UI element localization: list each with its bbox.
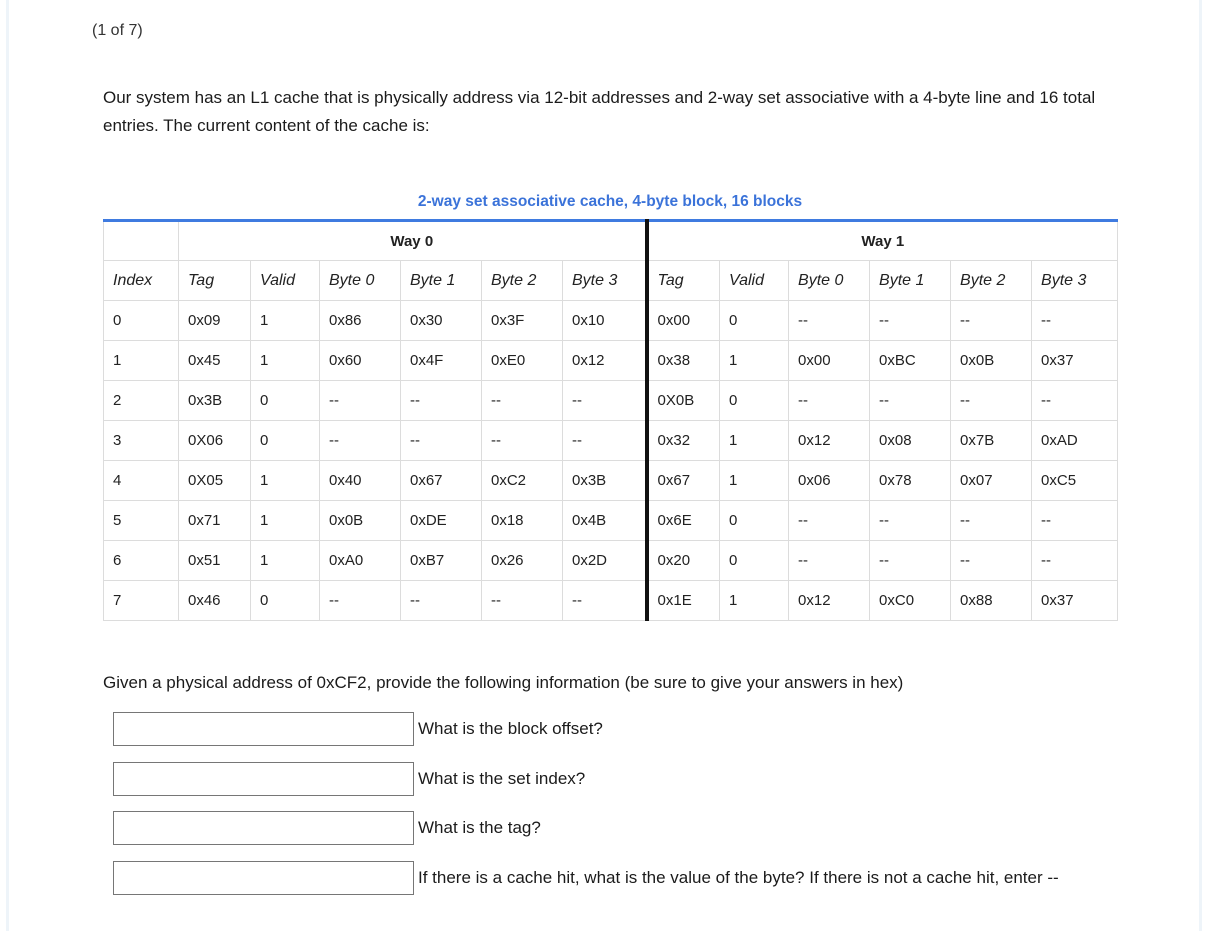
cell-way1-byte1: 0x08 — [870, 421, 951, 461]
cell-way1-byte1: -- — [870, 381, 951, 421]
table-row — [104, 341, 1118, 381]
cell-way1-tag: 0x20 — [647, 541, 720, 581]
table-row — [104, 381, 1118, 421]
cell-way1-valid: 0 — [720, 301, 789, 341]
cell-way1-tag: 0x1E — [647, 581, 720, 621]
col-header-way1-byte2: Byte 2 — [951, 261, 1032, 301]
cell-way1-byte2: -- — [951, 301, 1032, 341]
cell-way1-byte3: 0x37 — [1032, 341, 1118, 381]
cell-way0-valid: 1 — [251, 341, 320, 381]
cell-way0-byte2: -- — [482, 581, 563, 621]
cell-way0-byte2: -- — [482, 381, 563, 421]
cell-way1-byte3: -- — [1032, 541, 1118, 581]
col-header-way0-byte3: Byte 3 — [563, 261, 647, 301]
way0-header: Way 0 — [179, 221, 647, 261]
cell-way1-byte3: 0x37 — [1032, 581, 1118, 621]
cell-way0-byte3: -- — [563, 381, 647, 421]
cell-way0-byte2: 0x3F — [482, 301, 563, 341]
cell-way1-byte0: -- — [789, 381, 870, 421]
col-header-way0-byte2: Byte 2 — [482, 261, 563, 301]
table-row — [104, 581, 1118, 621]
cell-way1-byte3: 0xAD — [1032, 421, 1118, 461]
cell-way1-tag: 0X0B — [647, 381, 720, 421]
cell-way0-byte1: 0xB7 — [401, 541, 482, 581]
cell-way0-tag: 0x51 — [179, 541, 251, 581]
cell-way0-byte1: 0x4F — [401, 341, 482, 381]
cell-way0-byte0: -- — [320, 581, 401, 621]
cell-way0-byte3: -- — [563, 421, 647, 461]
cell-way1-byte3: 0xC5 — [1032, 461, 1118, 501]
cell-way0-byte3: -- — [563, 581, 647, 621]
cell-way1-byte1: -- — [870, 541, 951, 581]
cell-way1-byte1: -- — [870, 301, 951, 341]
cell-way0-valid: 1 — [251, 301, 320, 341]
problem-description: Our system has an L1 cache that is physically address via 12-bit addresses and 2-way set associative with a 4-byte line and 16 total entries. The current content of the cache is: — [103, 88, 1096, 135]
cell-index: 5 — [104, 501, 179, 541]
cell-way1-byte1: -- — [870, 501, 951, 541]
col-header-way0-byte1: Byte 1 — [401, 261, 482, 301]
cell-way1-byte2: -- — [951, 381, 1032, 421]
cell-way0-byte1: 0x30 — [401, 301, 482, 341]
cell-way0-valid: 0 — [251, 581, 320, 621]
cell-way0-tag: 0x45 — [179, 341, 251, 381]
cell-way0-byte0: 0x86 — [320, 301, 401, 341]
way1-header: Way 1 — [647, 221, 1118, 261]
cell-way1-byte1: 0xC0 — [870, 581, 951, 621]
cell-way0-valid: 0 — [251, 381, 320, 421]
cell-way1-byte0: -- — [789, 501, 870, 541]
table-row — [104, 301, 1118, 341]
cell-way0-valid: 0 — [251, 421, 320, 461]
cell-way1-valid: 0 — [720, 501, 789, 541]
cell-way0-byte1: 0xDE — [401, 501, 482, 541]
cell-way1-valid: 0 — [720, 381, 789, 421]
cell-way0-byte2: 0xC2 — [482, 461, 563, 501]
corner-cell — [104, 221, 179, 261]
cell-way1-byte3: -- — [1032, 381, 1118, 421]
col-header-way1-byte3: Byte 3 — [1032, 261, 1118, 301]
cell-way0-byte1: -- — [401, 581, 482, 621]
cell-way0-tag: 0X06 — [179, 421, 251, 461]
cache-table — [103, 219, 1118, 621]
cell-index: 7 — [104, 581, 179, 621]
cell-way0-byte0: 0xA0 — [320, 541, 401, 581]
cell-way0-byte3: 0x4B — [563, 501, 647, 541]
col-header-way1-valid: Valid — [720, 261, 789, 301]
cell-way0-byte0: -- — [320, 381, 401, 421]
cell-way1-byte2: 0x88 — [951, 581, 1032, 621]
cell-way1-byte2: -- — [951, 501, 1032, 541]
cell-way0-byte2: 0xE0 — [482, 341, 563, 381]
set-index-input[interactable] — [113, 762, 414, 796]
table-row — [104, 541, 1118, 581]
cell-way0-byte1: 0x67 — [401, 461, 482, 501]
cell-way1-byte2: 0x07 — [951, 461, 1032, 501]
cell-way1-byte1: 0x78 — [870, 461, 951, 501]
table-row — [104, 501, 1118, 541]
table-row — [104, 461, 1118, 501]
cell-index: 1 — [104, 341, 179, 381]
cell-way1-valid: 1 — [720, 341, 789, 381]
cell-way1-valid: 1 — [720, 581, 789, 621]
cell-way1-byte0: 0x12 — [789, 421, 870, 461]
cell-way0-byte2: 0x26 — [482, 541, 563, 581]
cell-way0-tag: 0x3B — [179, 381, 251, 421]
cell-way1-tag: 0x67 — [647, 461, 720, 501]
cell-way0-tag: 0x09 — [179, 301, 251, 341]
cell-way1-byte0: -- — [789, 301, 870, 341]
cell-way0-byte1: -- — [401, 421, 482, 461]
table-caption: 2-way set associative cache, 4-byte block, 16 blocks — [417, 193, 803, 210]
cell-way0-valid: 1 — [251, 461, 320, 501]
cell-way0-byte3: 0x2D — [563, 541, 647, 581]
cell-index: 6 — [104, 541, 179, 581]
cell-way1-tag: 0x6E — [647, 501, 720, 541]
set-index-label: What is the set index? — [418, 769, 586, 788]
col-header-index: Index — [104, 261, 179, 301]
cell-index: 2 — [104, 381, 179, 421]
cell-way0-tag: 0x71 — [179, 501, 251, 541]
cell-way1-byte3: -- — [1032, 501, 1118, 541]
cell-way1-tag: 0x38 — [647, 341, 720, 381]
cell-way1-byte0: 0x00 — [789, 341, 870, 381]
cell-way0-byte0: 0x0B — [320, 501, 401, 541]
col-header-way1-tag: Tag — [647, 261, 720, 301]
cell-way0-byte0: 0x40 — [320, 461, 401, 501]
cell-way1-byte2: -- — [951, 541, 1032, 581]
cell-way0-valid: 1 — [251, 541, 320, 581]
cell-way1-byte2: 0x0B — [951, 341, 1032, 381]
tag-label: What is the tag? — [418, 818, 541, 837]
cell-way1-byte3: -- — [1032, 301, 1118, 341]
cell-way0-tag: 0x46 — [179, 581, 251, 621]
col-header-way0-byte0: Byte 0 — [320, 261, 401, 301]
cell-way0-tag: 0X05 — [179, 461, 251, 501]
cell-way1-byte1: 0xBC — [870, 341, 951, 381]
byte-value-label: If there is a cache hit, what is the value of the byte? If there is not a cache hit, enter -- — [418, 868, 1059, 887]
col-header-way0-tag: Tag — [179, 261, 251, 301]
question-counter: (1 of 7) — [92, 22, 143, 39]
cell-index: 4 — [104, 461, 179, 501]
cell-way0-byte0: -- — [320, 421, 401, 461]
cell-way0-byte0: 0x60 — [320, 341, 401, 381]
question-prompt: Given a physical address of 0xCF2, provide the following information (be sure to give your answers in hex) — [103, 673, 904, 692]
cell-way0-byte3: 0x12 — [563, 341, 647, 381]
cell-way1-valid: 1 — [720, 461, 789, 501]
cell-way0-byte2: 0x18 — [482, 501, 563, 541]
cell-way0-byte2: -- — [482, 421, 563, 461]
cell-way0-valid: 1 — [251, 501, 320, 541]
block-offset-input[interactable] — [113, 712, 414, 746]
col-header-way1-byte0: Byte 0 — [789, 261, 870, 301]
cell-way1-tag: 0x32 — [647, 421, 720, 461]
cell-way1-byte0: 0x12 — [789, 581, 870, 621]
table-row — [104, 421, 1118, 461]
col-header-way0-valid: Valid — [251, 261, 320, 301]
cell-way0-byte1: -- — [401, 381, 482, 421]
cell-way1-valid: 1 — [720, 421, 789, 461]
tag-input[interactable] — [113, 811, 414, 845]
cell-way1-byte0: -- — [789, 541, 870, 581]
cell-index: 0 — [104, 301, 179, 341]
cell-index: 3 — [104, 421, 179, 461]
block-offset-label: What is the block offset? — [418, 719, 603, 738]
byte-value-input[interactable] — [113, 861, 414, 895]
cell-way1-byte2: 0x7B — [951, 421, 1032, 461]
cell-way0-byte3: 0x3B — [563, 461, 647, 501]
cache-table-body — [104, 301, 1118, 621]
cell-way1-tag: 0x00 — [647, 301, 720, 341]
column-header-row — [104, 261, 1118, 301]
cell-way1-valid: 0 — [720, 541, 789, 581]
cell-way1-byte0: 0x06 — [789, 461, 870, 501]
col-header-way1-byte1: Byte 1 — [870, 261, 951, 301]
cell-way0-byte3: 0x10 — [563, 301, 647, 341]
